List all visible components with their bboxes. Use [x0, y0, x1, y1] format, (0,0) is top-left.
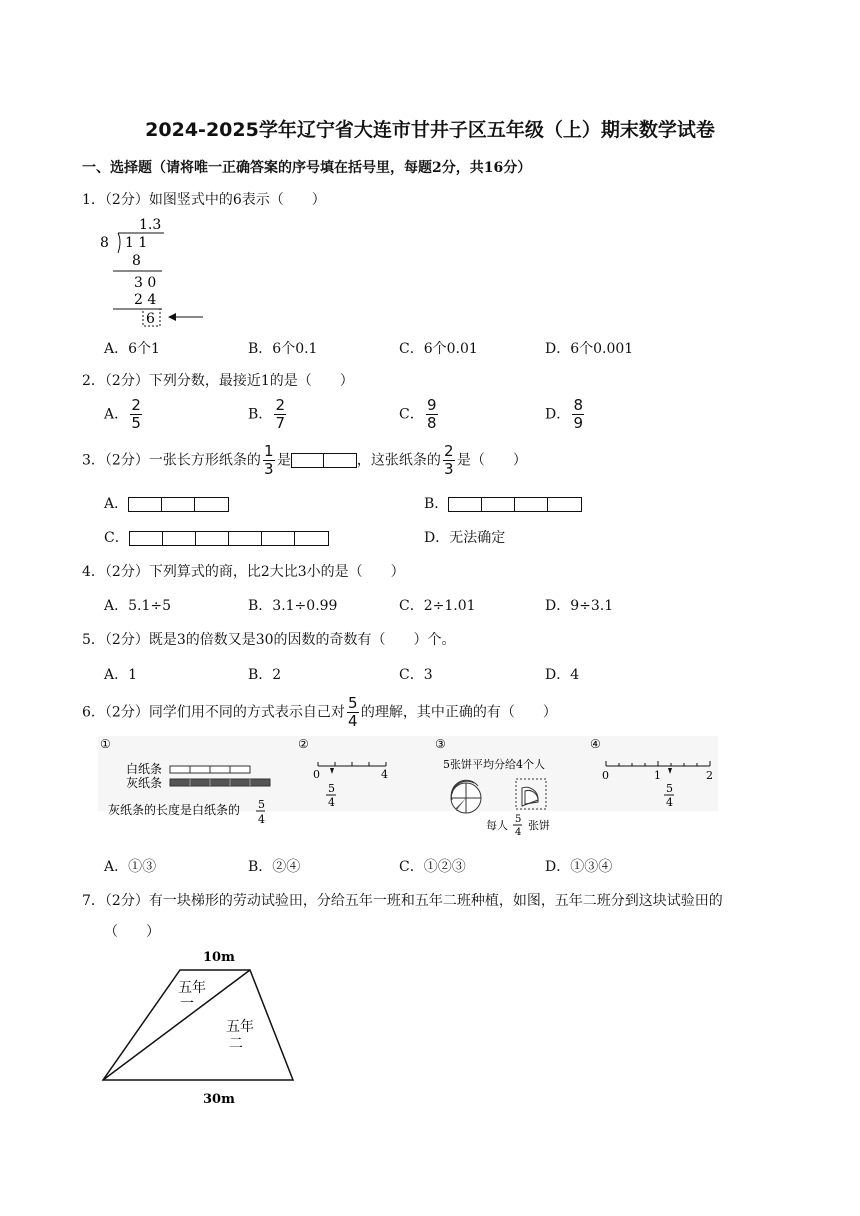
svg-text:每人: 每人 [486, 819, 508, 832]
option-a[interactable]: A．①③ [104, 859, 157, 875]
option-b[interactable]: B．6个0.1 [248, 341, 318, 357]
trapezoid-figure [98, 945, 308, 1110]
figure-2-number: ② [298, 737, 309, 751]
option-b[interactable]: B． $\frac{2}{7}$ [248, 396, 286, 432]
figure-1-number: ① [100, 737, 111, 751]
option-c[interactable]: C．3 [399, 667, 433, 683]
bottom-base-label: 30m [203, 1092, 235, 1107]
divisor: 8 [100, 235, 109, 251]
svg-text:4: 4 [258, 813, 265, 826]
svg-text:4: 4 [381, 768, 388, 781]
option-b[interactable]: B．②④ [248, 859, 301, 875]
question-4-stem: 4．（2分）下列算式的商，比2大比3小的是（ ） [82, 564, 405, 580]
question-1-stem: 1．（2分）如图竖式中的6表示（ ） [82, 192, 326, 208]
svg-text:5: 5 [515, 814, 522, 825]
option-c[interactable]: C．2÷1.01 [399, 598, 476, 614]
class-1-label: 五年 [178, 980, 206, 996]
option-c[interactable]: C．6个0.01 [399, 341, 478, 357]
remainder-2: 6 [146, 311, 155, 327]
svg-text:5: 5 [258, 798, 265, 811]
option-b[interactable]: B． [424, 493, 582, 513]
long-division-figure [98, 213, 208, 328]
gray-strip-label: 灰纸条 [126, 776, 163, 790]
arrow-left-icon [168, 313, 176, 321]
svg-text:2: 2 [706, 769, 713, 782]
paper-strip-6-parts [129, 531, 329, 546]
svg-text:1: 1 [654, 769, 661, 782]
remainder-1: 3 0 [134, 275, 157, 291]
svg-text:5: 5 [666, 782, 673, 795]
question-3-stem: 3．（2分）一张长方形纸条的 $\frac{1}{3}$ 是 ，这张纸条的 $\frac{2}{3}$ 是（ ） [82, 442, 527, 478]
svg-text:5: 5 [328, 782, 335, 795]
option-d[interactable]: D．9÷3.1 [545, 598, 614, 614]
question-7-stem: 7．（2分）有一块梯形的劳动试验田，分给五年一班和五年二班种植，如图，五年二班分到这块试验田的 [82, 893, 723, 909]
option-d[interactable]: D．①③④ [545, 859, 613, 875]
svg-text:二: 二 [229, 1036, 243, 1052]
question-7-blank: （ ） [104, 924, 160, 940]
white-strip [170, 766, 250, 773]
figure-3-number: ③ [435, 737, 446, 751]
white-strip-label: 白纸条 [126, 762, 163, 776]
section-heading: 一、选择题（请将唯一正确答案的序号填在括号里，每题2分，共16分） [82, 160, 532, 176]
svg-text:4: 4 [515, 827, 522, 838]
option-d[interactable]: D．4 [545, 667, 580, 683]
option-d[interactable]: D． $\frac{8}{9}$ [545, 396, 583, 432]
svg-text:0: 0 [313, 768, 320, 781]
top-base-label: 10m [203, 950, 235, 965]
question-6-stem: 6．（2分）同学们用不同的方式表示自己对 $\frac{5}{4}$ 的理解，其中正确的有（ ） [82, 694, 557, 730]
subtrahend-1: 8 [132, 253, 141, 269]
option-a[interactable]: A．6个1 [104, 341, 160, 357]
option-c[interactable]: C． $\frac{9}{8}$ [399, 396, 437, 432]
svg-text:一: 一 [180, 996, 194, 1012]
page-title: 2024-2025学年辽宁省大连市甘井子区五年级（上）期末数学试卷 [145, 119, 715, 141]
option-a[interactable]: A．1 [104, 667, 138, 683]
gray-strip [170, 779, 270, 786]
question-6-figures [98, 736, 718, 838]
option-b[interactable]: B．3.1÷0.99 [248, 598, 338, 614]
dividend: 1 1 [125, 235, 148, 251]
figure-3-top-text: 5张饼平均分给4个人 [443, 758, 545, 771]
option-a[interactable]: A． [104, 493, 229, 513]
option-b[interactable]: B．2 [248, 667, 282, 683]
question-2-stem: 2．（2分）下列分数，最接近1的是（ ） [82, 373, 354, 389]
svg-text:张饼: 张饼 [528, 819, 550, 832]
paper-strip-3-parts [128, 497, 229, 512]
figure-1-caption: 灰纸条的长度是白纸条的 [108, 803, 241, 817]
quotient: 1.3 [139, 217, 162, 233]
paper-strip-2-parts [291, 453, 357, 468]
svg-text:4: 4 [666, 796, 673, 809]
svg-text:0: 0 [602, 769, 609, 782]
subtrahend-2: 2 4 [134, 292, 157, 308]
figure-4-number: ④ [590, 737, 601, 751]
option-a[interactable]: A．5.1÷5 [104, 598, 172, 614]
option-c[interactable]: C．①②③ [399, 859, 466, 875]
option-c[interactable]: C． [104, 527, 329, 547]
svg-text:4: 4 [328, 796, 335, 809]
option-d[interactable]: D．6个0.001 [545, 341, 634, 357]
class-2-label: 五年 [226, 1019, 254, 1035]
option-a[interactable]: A． $\frac{2}{5}$ [104, 396, 141, 432]
question-5-stem: 5．（2分）既是3的倍数又是30的因数的奇数有（ ）个。 [82, 632, 456, 648]
option-d[interactable]: D．无法确定 [424, 530, 506, 546]
paper-strip-4-parts [448, 497, 582, 512]
